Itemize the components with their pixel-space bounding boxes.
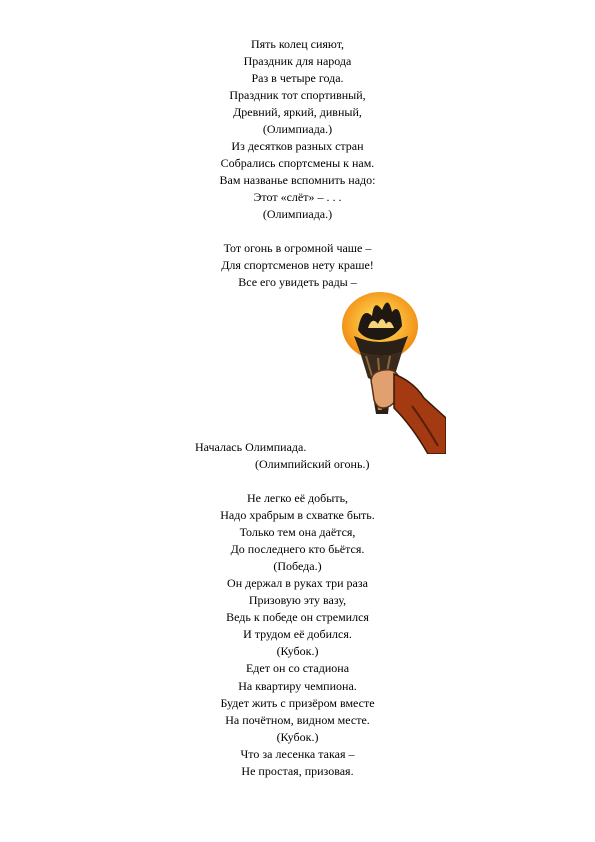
answer-line: (Кубок.)	[276, 729, 319, 744]
answer-line: (Победа.)	[273, 559, 322, 574]
answer-line: (Олимпийский огонь.)	[255, 457, 370, 471]
poem-line: На почётном, видном месте.	[225, 712, 370, 727]
poem-line: Ведь к победе он стремился	[226, 610, 369, 625]
poem-line: До последнего кто бьётся.	[230, 542, 365, 557]
poem-stanza-1	[0, 36, 595, 224]
poem-line: Что за лесенка такая –	[240, 746, 355, 761]
poem-line: Вам названье вспомнить надо:	[219, 173, 376, 188]
poem-line: Только тем она даётся,	[239, 525, 356, 540]
olympic-torch-icon	[328, 286, 446, 454]
poem-line: Собрались спортсмены к нам.	[220, 156, 375, 171]
poem-line: Он держал в руках три раза	[227, 576, 368, 591]
poem-line: Из десятков разных стран	[231, 139, 364, 154]
poem-line: Этот «слёт» – . . .	[253, 190, 342, 205]
answer-line: (Олимпиада.)	[262, 207, 333, 222]
poem-stanza-3	[0, 490, 595, 780]
poem-line: Праздник тот спортивный,	[229, 88, 366, 103]
poem-line: И трудом её добился.	[243, 627, 352, 642]
poem-line: На квартиру чемпиона.	[238, 678, 357, 693]
poem-stanza-2	[0, 240, 595, 291]
poem-line: Для спортсменов нету краше!	[221, 258, 374, 273]
poem-line: Призовую эту вазу,	[248, 593, 347, 608]
poem-line: Едет он со стадиона	[245, 661, 350, 676]
poem-line: Все его увидеть рады –	[238, 275, 357, 290]
poem-line: Не легко её добыть,	[246, 491, 349, 505]
poem-line: Праздник для народа	[243, 54, 352, 69]
answer-line: (Кубок.)	[276, 644, 319, 659]
start-line: Началась Олимпиада.	[195, 440, 307, 454]
poem-line: Древний, яркий, дивный,	[233, 105, 362, 120]
poem-line: Тот огонь в огромной чаше –	[223, 241, 372, 255]
poem-line: Не простая, призовая.	[241, 763, 354, 778]
poem-line: Раз в четыре года.	[251, 71, 344, 86]
poem-line: Будет жить с призёром вместе	[220, 695, 375, 710]
answer-line: (Олимпиада.)	[262, 122, 333, 137]
poem-line: Надо храбрым в схватке быть.	[220, 508, 375, 523]
poem-line: Пять колец сияют,	[250, 37, 345, 51]
